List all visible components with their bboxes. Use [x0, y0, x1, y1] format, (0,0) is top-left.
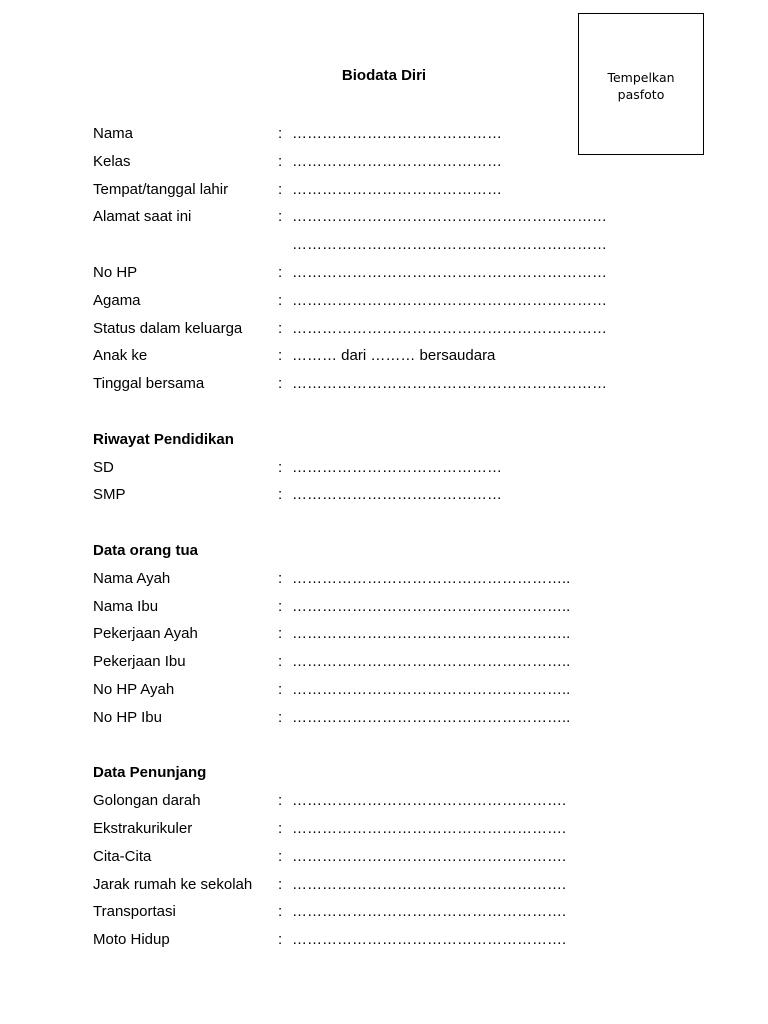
field-label: Kelas — [93, 152, 131, 170]
form-field-row — [93, 454, 653, 482]
field-colon: : — [278, 708, 283, 726]
form-field-row — [93, 676, 653, 704]
field-value-blank: ……………………………………………….. — [292, 708, 571, 726]
field-value-blank: …………………………………… — [292, 125, 502, 142]
form-field-row — [93, 898, 653, 926]
form-field-row — [93, 370, 653, 398]
field-colon: : — [278, 875, 283, 893]
field-colon: : — [278, 931, 283, 949]
field-label: No HP Ibu — [93, 708, 162, 726]
form-field-row — [93, 704, 653, 732]
field-colon: : — [278, 152, 283, 170]
field-label: Ekstrakurikuler — [93, 819, 193, 837]
form-field-row — [93, 565, 653, 593]
field-value-blank: ……………………………………………………… — [292, 208, 607, 226]
field-label: Nama Ibu — [93, 597, 159, 615]
field-value-blank: ……………………………………………………… — [292, 375, 607, 393]
field-label: SD — [93, 458, 114, 476]
field-label: Moto Hidup — [93, 931, 170, 949]
field-colon: : — [278, 125, 283, 142]
form-field-row — [93, 648, 653, 676]
field-colon: : — [278, 180, 283, 198]
field-colon: : — [278, 319, 283, 337]
field-colon: : — [278, 653, 283, 671]
spacer-row — [93, 732, 653, 760]
field-value-blank: ……… dari ……… bersaudara — [292, 347, 496, 365]
field-value-blank: ……………………………………………….. — [292, 597, 571, 615]
field-label: Anak ke — [93, 347, 148, 365]
form-field-row — [93, 203, 653, 231]
page-title: Biodata Diri — [341, 67, 427, 84]
field-value-blank: ……………………………………………………… — [292, 263, 607, 281]
field-value-blank: …………………………………… — [292, 458, 502, 476]
section-heading-row — [93, 426, 653, 454]
field-label: No HP Ayah — [93, 680, 175, 698]
form-field-row — [93, 843, 653, 871]
field-colon: : — [278, 819, 283, 837]
form-field-row — [93, 176, 653, 204]
field-value-blank: …………………………………… — [292, 180, 502, 198]
field-value-blank: ……………………………………………………… — [292, 319, 607, 337]
field-value-blank: ……………………………………………….. — [292, 653, 571, 671]
biodata-form — [93, 120, 653, 954]
form-field-row — [93, 871, 653, 899]
field-label: Tinggal bersama — [93, 375, 205, 393]
field-value-blank: ……………………………………………….. — [292, 680, 571, 698]
form-field-row — [93, 620, 653, 648]
field-value-blank: ……………………………………………….. — [292, 569, 571, 587]
form-field-row — [93, 342, 653, 370]
section-heading: Data Penunjang — [93, 764, 207, 782]
field-value-blank: ………………………………………………. — [292, 819, 567, 837]
form-field-row — [93, 315, 653, 343]
field-label: Transportasi — [93, 903, 176, 921]
field-colon: : — [278, 263, 283, 281]
field-colon: : — [278, 625, 283, 643]
field-label: Nama — [93, 125, 134, 142]
spacer-row — [93, 509, 653, 537]
field-colon: : — [278, 291, 283, 309]
spacer-row — [93, 398, 653, 426]
field-value-blank: ……………………………………………….. — [292, 625, 571, 643]
field-value-blank: ……………………………………………………… — [292, 291, 607, 309]
field-colon: : — [278, 347, 283, 365]
form-field-row — [93, 120, 653, 148]
field-colon: : — [278, 486, 283, 504]
section-heading-row — [93, 759, 653, 787]
form-field-row — [93, 787, 653, 815]
section-heading: Riwayat Pendidikan — [93, 430, 234, 448]
form-field-row — [93, 287, 653, 315]
field-colon: : — [278, 458, 283, 476]
field-value-blank: …………………………………… — [292, 152, 502, 170]
form-field-row — [93, 231, 653, 259]
field-value-blank: ……………………………………………………… — [292, 236, 607, 254]
field-label: Cita-Cita — [93, 847, 152, 865]
form-field-row — [93, 148, 653, 176]
field-label: Nama Ayah — [93, 569, 171, 587]
field-label: Status dalam keluarga — [93, 319, 243, 337]
field-label: Alamat saat ini — [93, 208, 192, 226]
field-colon: : — [278, 903, 283, 921]
field-value-blank: ………………………………………………. — [292, 875, 567, 893]
field-label: Golongan darah — [93, 792, 201, 810]
field-colon: : — [278, 569, 283, 587]
field-value-blank: ………………………………………………. — [292, 903, 567, 921]
form-field-row — [93, 593, 653, 621]
field-label: Tempat/tanggal lahir — [93, 180, 229, 198]
field-label: Pekerjaan Ayah — [93, 625, 198, 643]
field-colon: : — [278, 680, 283, 698]
section-heading: Data orang tua — [93, 541, 199, 559]
field-value-blank: ………………………………………………. — [292, 847, 567, 865]
field-colon: : — [278, 597, 283, 615]
field-colon: : — [278, 375, 283, 393]
photo-placeholder-label: Tempelkan pasfoto — [607, 70, 675, 102]
field-label: SMP — [93, 486, 126, 504]
field-value-blank: ………………………………………………. — [292, 792, 567, 810]
field-label: Pekerjaan Ibu — [93, 653, 186, 671]
field-colon: : — [278, 792, 283, 810]
form-field-row — [93, 815, 653, 843]
field-value-blank: ………………………………………………. — [292, 931, 567, 949]
field-value-blank: …………………………………… — [292, 486, 502, 504]
section-heading-row — [93, 537, 653, 565]
field-label: Agama — [93, 291, 141, 309]
form-field-row — [93, 481, 653, 509]
field-label: Jarak rumah ke sekolah — [93, 875, 253, 893]
field-colon: : — [278, 847, 283, 865]
field-colon: : — [278, 208, 283, 226]
form-field-row — [93, 926, 653, 954]
form-field-row — [93, 259, 653, 287]
field-label: No HP — [93, 263, 138, 281]
